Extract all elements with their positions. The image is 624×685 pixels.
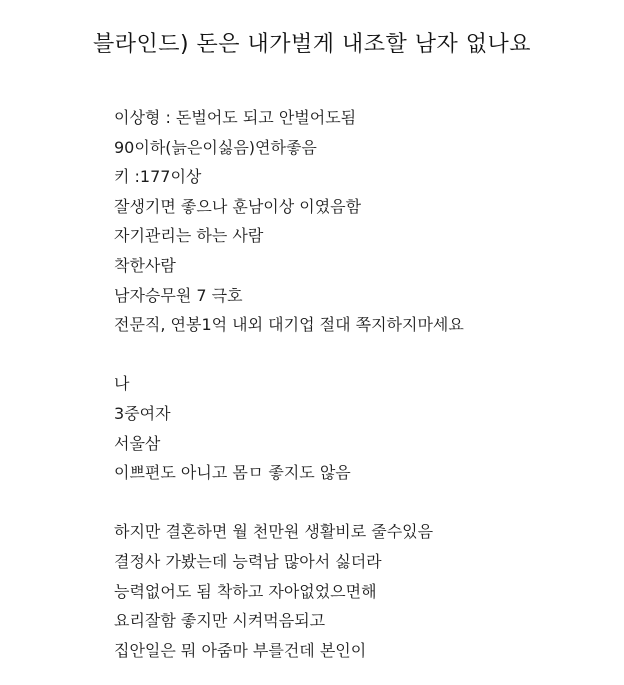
about-me-line: 이쁘편도 아니고 몸ㅁ 좋지도 않음 [114,463,351,483]
ideal-type-line: 전문직, 연봉1억 내외 대기업 절대 쪽지하지마세요 [114,315,464,335]
about-me-line: 서울삼 [114,433,161,453]
ideal-type-line: 이상형 : 돈벌어도 되고 안벌어도됨 [114,108,357,127]
about-me-line: 나 [114,374,130,394]
about-me-line: 3중여자 [114,403,171,423]
conditions-section [114,517,614,665]
ideal-type-section [114,103,614,340]
post-title: 블라인드) 돈은 내가벌게 내조할 남자 없나요 [92,32,532,57]
condition-line: 하지만 결혼하면 월 천만원 생활비로 줄수있음 [114,522,434,542]
ideal-type-line: 키 :177이상 [114,167,202,187]
ideal-type-line: 자기관리는 하는 사람 [114,226,264,246]
about-me-section [114,369,614,487]
paragraph-gap [114,340,614,370]
condition-line: 집안일은 뭐 아줌마 부를건데 본인이 [114,640,367,660]
condition-line: 결정사 가봤는데 능력남 많아서 싫더라 [114,551,382,571]
ideal-type-line: 착한사람 [114,255,176,275]
ideal-type-line: 90이하(늙은이싫음)연하좋음 [114,137,317,157]
condition-line: 요리잘함 좋지만 시켜먹음되고 [114,611,326,631]
paragraph-gap [114,488,614,518]
ideal-type-line: 잘생기면 좋으나 훈남이상 이였음함 [114,196,362,216]
ideal-type-line: 남자승무원 7 극호 [114,285,243,305]
condition-line: 능력없어도 됨 착하고 자아없었으면해 [114,581,377,601]
post-body [114,103,614,665]
